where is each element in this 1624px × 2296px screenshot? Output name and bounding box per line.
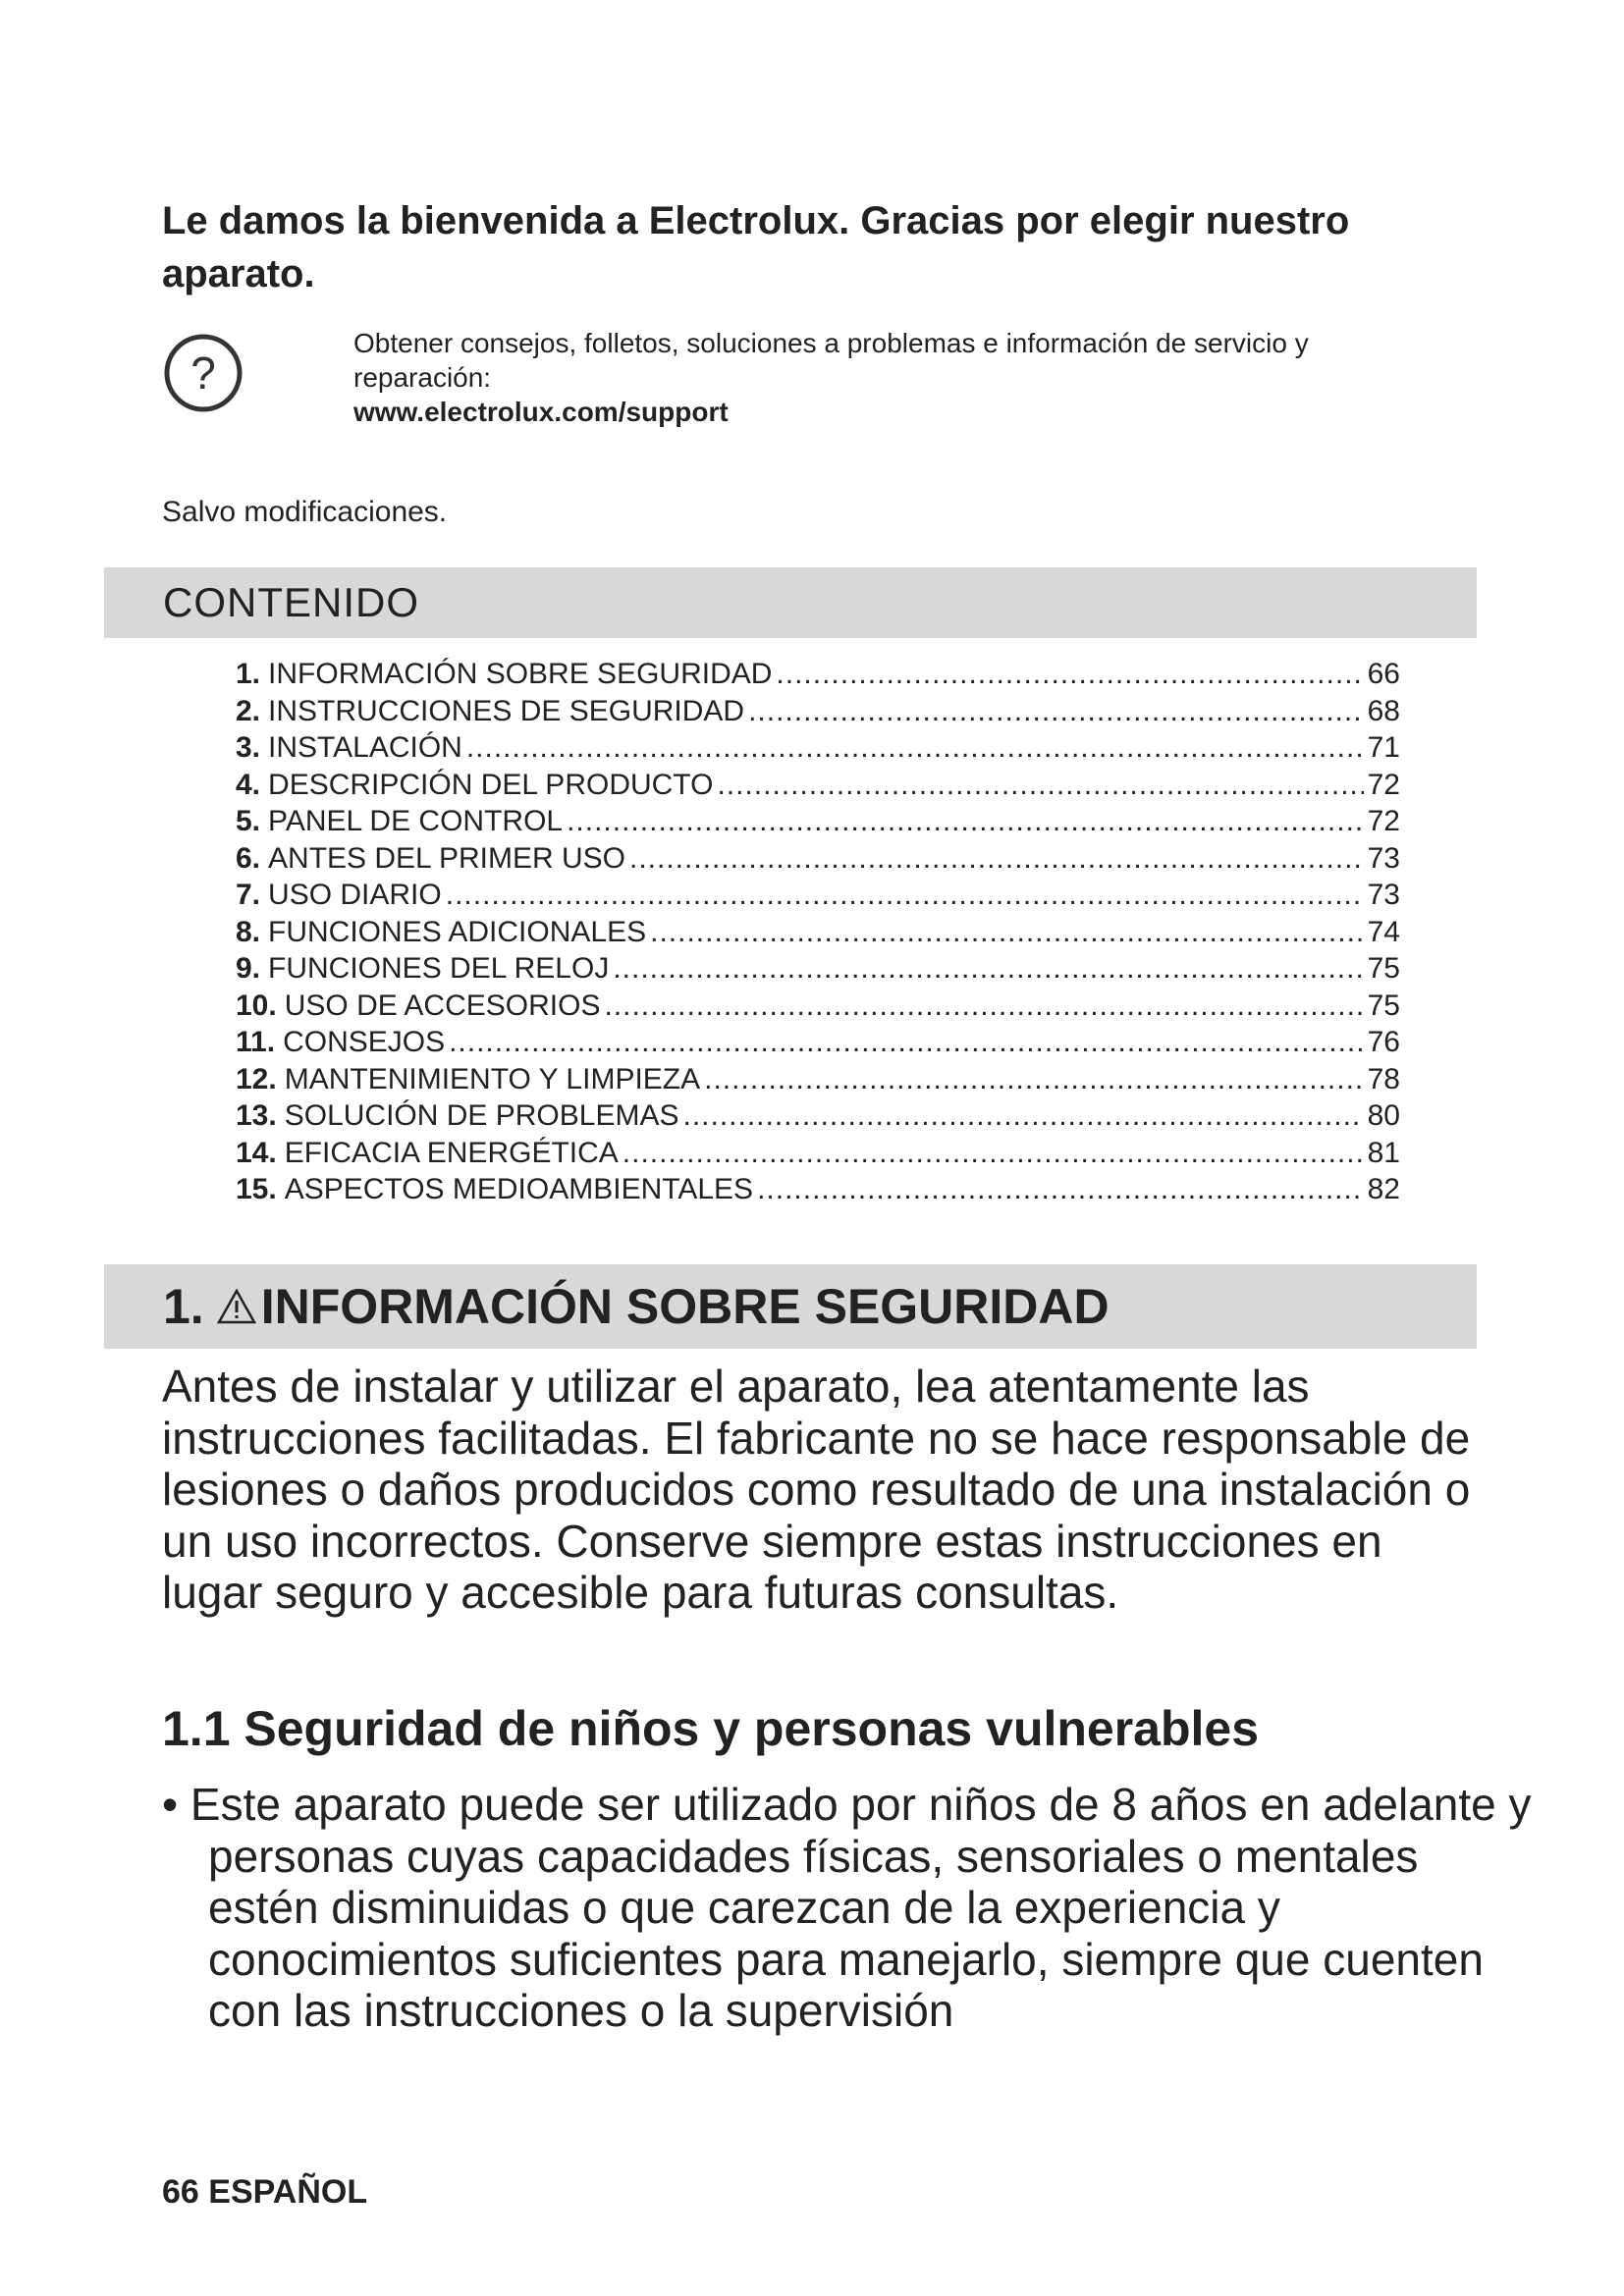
toc-item-page: 73 (1367, 841, 1400, 875)
toc-item-label: INFORMACIÓN SOBRE SEGURIDAD (268, 658, 773, 690)
toc-item-page: 68 (1367, 694, 1400, 727)
toc-item-label: PANEL DE CONTROL (268, 805, 564, 837)
toc-item-number: 7. (236, 879, 261, 911)
subsection-1-1-title: 1.1 Seguridad de niños y personas vulnerables (162, 1701, 1260, 1756)
toc-item-label: ANTES DEL PRIMER USO (268, 841, 625, 875)
toc-leader-dots (567, 803, 1364, 840)
toc-item[interactable] (236, 1061, 1400, 1098)
subsection-1-1-bullet: • Este aparato puede ser utilizado por niños de 8 años en adelante y personas cuyas capacidades físicas, sensoriales o mentales estén disminuidas o que carezcan de la experiencia y conocimientos suficientes para manejarlo, siempre que cuenten con las instrucciones o la supervisión (162, 1779, 1532, 2036)
section-1-intro: Antes de instalar y utilizar el aparato, lea atentamente las instrucciones facilitadas. El fabricante no se hace responsable de lesiones o daños producidos como resultado de una instalación o un uso incorrectos. Conserve siempre estas instrucciones en lugar seguro y accesible para futuras consultas. (162, 1361, 1471, 1618)
toc-item-page: 74 (1367, 915, 1400, 948)
toc-item-number: 11. (236, 1026, 276, 1058)
toc-leader-dots (613, 950, 1363, 988)
toc-leader-dots (449, 1024, 1364, 1061)
toc-item-number: 13. (236, 1099, 277, 1132)
toc-item-number: 15. (236, 1173, 277, 1205)
toc-leader-dots (466, 729, 1364, 767)
toc-item-number: 10. (236, 988, 277, 1022)
toc-leader-dots (704, 1061, 1363, 1098)
toc-item-number: 6. (236, 841, 261, 875)
toc-item[interactable] (236, 988, 1400, 1025)
toc-item-page: 81 (1367, 1136, 1400, 1169)
toc-item[interactable] (236, 803, 1400, 840)
section-1-number: 1. (163, 1279, 204, 1334)
toc-item-page: 66 (1367, 658, 1400, 690)
toc-leader-dots (446, 877, 1364, 914)
toc-item-label: EFICACIA ENERGÉTICA (284, 1136, 619, 1169)
toc-leader-dots (629, 840, 1364, 878)
section-1-label: INFORMACIÓN SOBRE SEGURIDAD (260, 1279, 1110, 1334)
toc-leader-dots (650, 914, 1364, 951)
toc-leader-dots (604, 988, 1363, 1025)
question-circle-icon (162, 332, 244, 414)
toc-item-page: 72 (1367, 768, 1400, 801)
toc-item[interactable] (236, 729, 1400, 767)
toc-item[interactable] (236, 840, 1400, 878)
toc-item-number: 2. (236, 694, 261, 727)
toc-leader-dots (776, 656, 1363, 693)
toc-leader-dots (623, 1135, 1364, 1172)
toc-item[interactable] (236, 1024, 1400, 1061)
toc-item-number: 4. (236, 768, 261, 801)
toc-item-number: 1. (236, 658, 261, 690)
toc-leader-dots (748, 693, 1364, 730)
toc-item-page: 80 (1367, 1099, 1400, 1132)
toc-item[interactable] (236, 1171, 1400, 1208)
support-block (353, 326, 1434, 429)
support-text: Obtener consejos, folletos, soluciones a problemas e información de servicio y reparación: (353, 328, 1309, 393)
toc-item-label: USO DE ACCESORIOS (284, 988, 601, 1022)
page-footer: 66 ESPAÑOL (162, 2173, 368, 2211)
toc-item-label: INSTRUCCIONES DE SEGURIDAD (268, 694, 745, 727)
toc-item-number: 9. (236, 952, 261, 985)
toc-item[interactable] (236, 767, 1400, 804)
welcome-heading: Le damos la bienvenida a Electrolux. Gracias por elegir nuestro aparato. (162, 199, 1350, 295)
section-1-title (163, 1278, 1110, 1335)
toc-item-label: CONSEJOS (283, 1026, 446, 1058)
toc-item-label: MANTENIMIENTO Y LIMPIEZA (284, 1062, 701, 1095)
toc-item-number: 3. (236, 731, 261, 764)
toc-item-page: 76 (1367, 1026, 1400, 1058)
toc-leader-dots (757, 1171, 1364, 1208)
toc-item-label: FUNCIONES ADICIONALES (268, 915, 647, 948)
toc-item[interactable] (236, 877, 1400, 914)
toc-item[interactable] (236, 1097, 1400, 1135)
toc-item-page: 72 (1367, 805, 1400, 837)
warning-triangle-icon (216, 1288, 257, 1325)
toc-item-number: 8. (236, 915, 261, 948)
support-url[interactable]: www.electrolux.com/support (353, 397, 729, 427)
toc-item[interactable] (236, 914, 1400, 951)
toc-item[interactable] (236, 1135, 1400, 1172)
toc-leader-dots (717, 767, 1363, 804)
toc-item-page: 75 (1367, 988, 1400, 1022)
toc-item[interactable] (236, 656, 1400, 693)
toc-item-label: DESCRIPCIÓN DEL PRODUCTO (268, 768, 714, 801)
toc-item-page: 82 (1367, 1173, 1400, 1205)
toc-item[interactable] (236, 693, 1400, 730)
toc-item-number: 12. (236, 1062, 277, 1095)
toc-leader-dots (682, 1097, 1363, 1135)
toc-item-page: 71 (1367, 731, 1400, 764)
toc-item-label: INSTALACIÓN (268, 731, 462, 764)
toc-item-page: 75 (1367, 952, 1400, 985)
toc-item[interactable] (236, 950, 1400, 988)
contents-title: CONTENIDO (163, 579, 419, 625)
toc-item-number: 5. (236, 805, 261, 837)
svg-text:?: ? (190, 347, 216, 399)
modification-notice: Salvo modificaciones. (162, 496, 448, 528)
toc-item-label: USO DIARIO (268, 879, 442, 911)
toc-item-page: 73 (1367, 879, 1400, 911)
section-1-header (104, 1264, 1477, 1349)
table-of-contents (236, 656, 1400, 1208)
toc-item-page: 78 (1367, 1062, 1400, 1095)
toc-item-label: FUNCIONES DEL RELOJ (268, 952, 610, 985)
toc-item-label: SOLUCIÓN DE PROBLEMAS (284, 1099, 679, 1132)
toc-item-number: 14. (236, 1136, 277, 1169)
toc-item-label: ASPECTOS MEDIOAMBIENTALES (284, 1173, 754, 1205)
contents-header (104, 567, 1477, 638)
